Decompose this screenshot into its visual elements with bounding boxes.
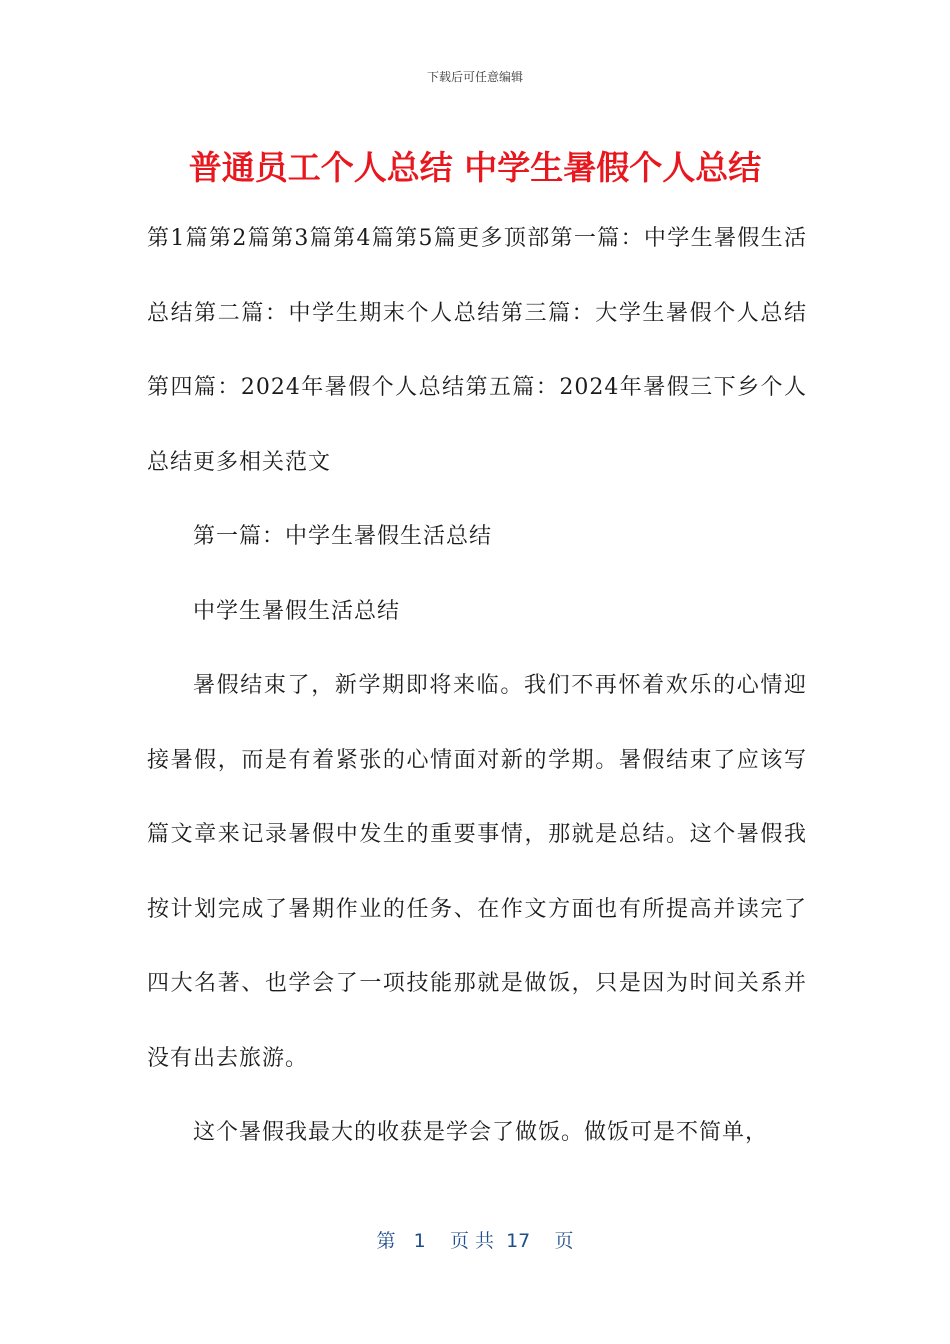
document-title: 普通员工个人总结 中学生暑假个人总结 (188, 148, 762, 187)
paragraph-section-heading: 第一篇：中学生暑假生活总结 (193, 524, 493, 549)
footer-page-prefix: 第 (376, 1230, 396, 1252)
footer-page-suffix: 页 (554, 1230, 574, 1252)
paragraph-body: 暑假结束了，新学期即将来临。我们不再怀着欢乐的心情迎接暑假，而是有着紧张的心情面对新的学期。暑假结束了应该写篇文章来记录暑假中发生的重要事情，那就是总结。这个暑假我按计划完成了暑期作业的任务、在作文方面也有所提高并读完了四大名著、也学会了一项技能那就是做饭，只是因为时间关系并没有出去旅游。 (147, 673, 807, 1071)
document-body (147, 202, 807, 1171)
page-footer (0, 1226, 950, 1253)
paragraph-subtitle: 中学生暑假生活总结 (193, 598, 401, 624)
footer-total-pages: 17 (506, 1230, 531, 1252)
footer-page-number: 1 (413, 1230, 426, 1252)
footer-page-middle: 页 共 (449, 1230, 494, 1252)
header-note: 下载后可任意编辑 (426, 70, 523, 84)
paragraph-contents: 第1篇第2篇第3篇第4篇第5篇更多顶部第一篇：中学生暑假生活总结第二篇：中学生期末个人总结第三篇：大学生暑假个人总结第四篇：2024年暑假个人总结第五篇：2024年暑假三下乡个人总结更多相关范文 (147, 226, 807, 475)
paragraph-body: 这个暑假我最大的收获是学会了做饭。做饭可是不简单， (193, 1120, 769, 1145)
